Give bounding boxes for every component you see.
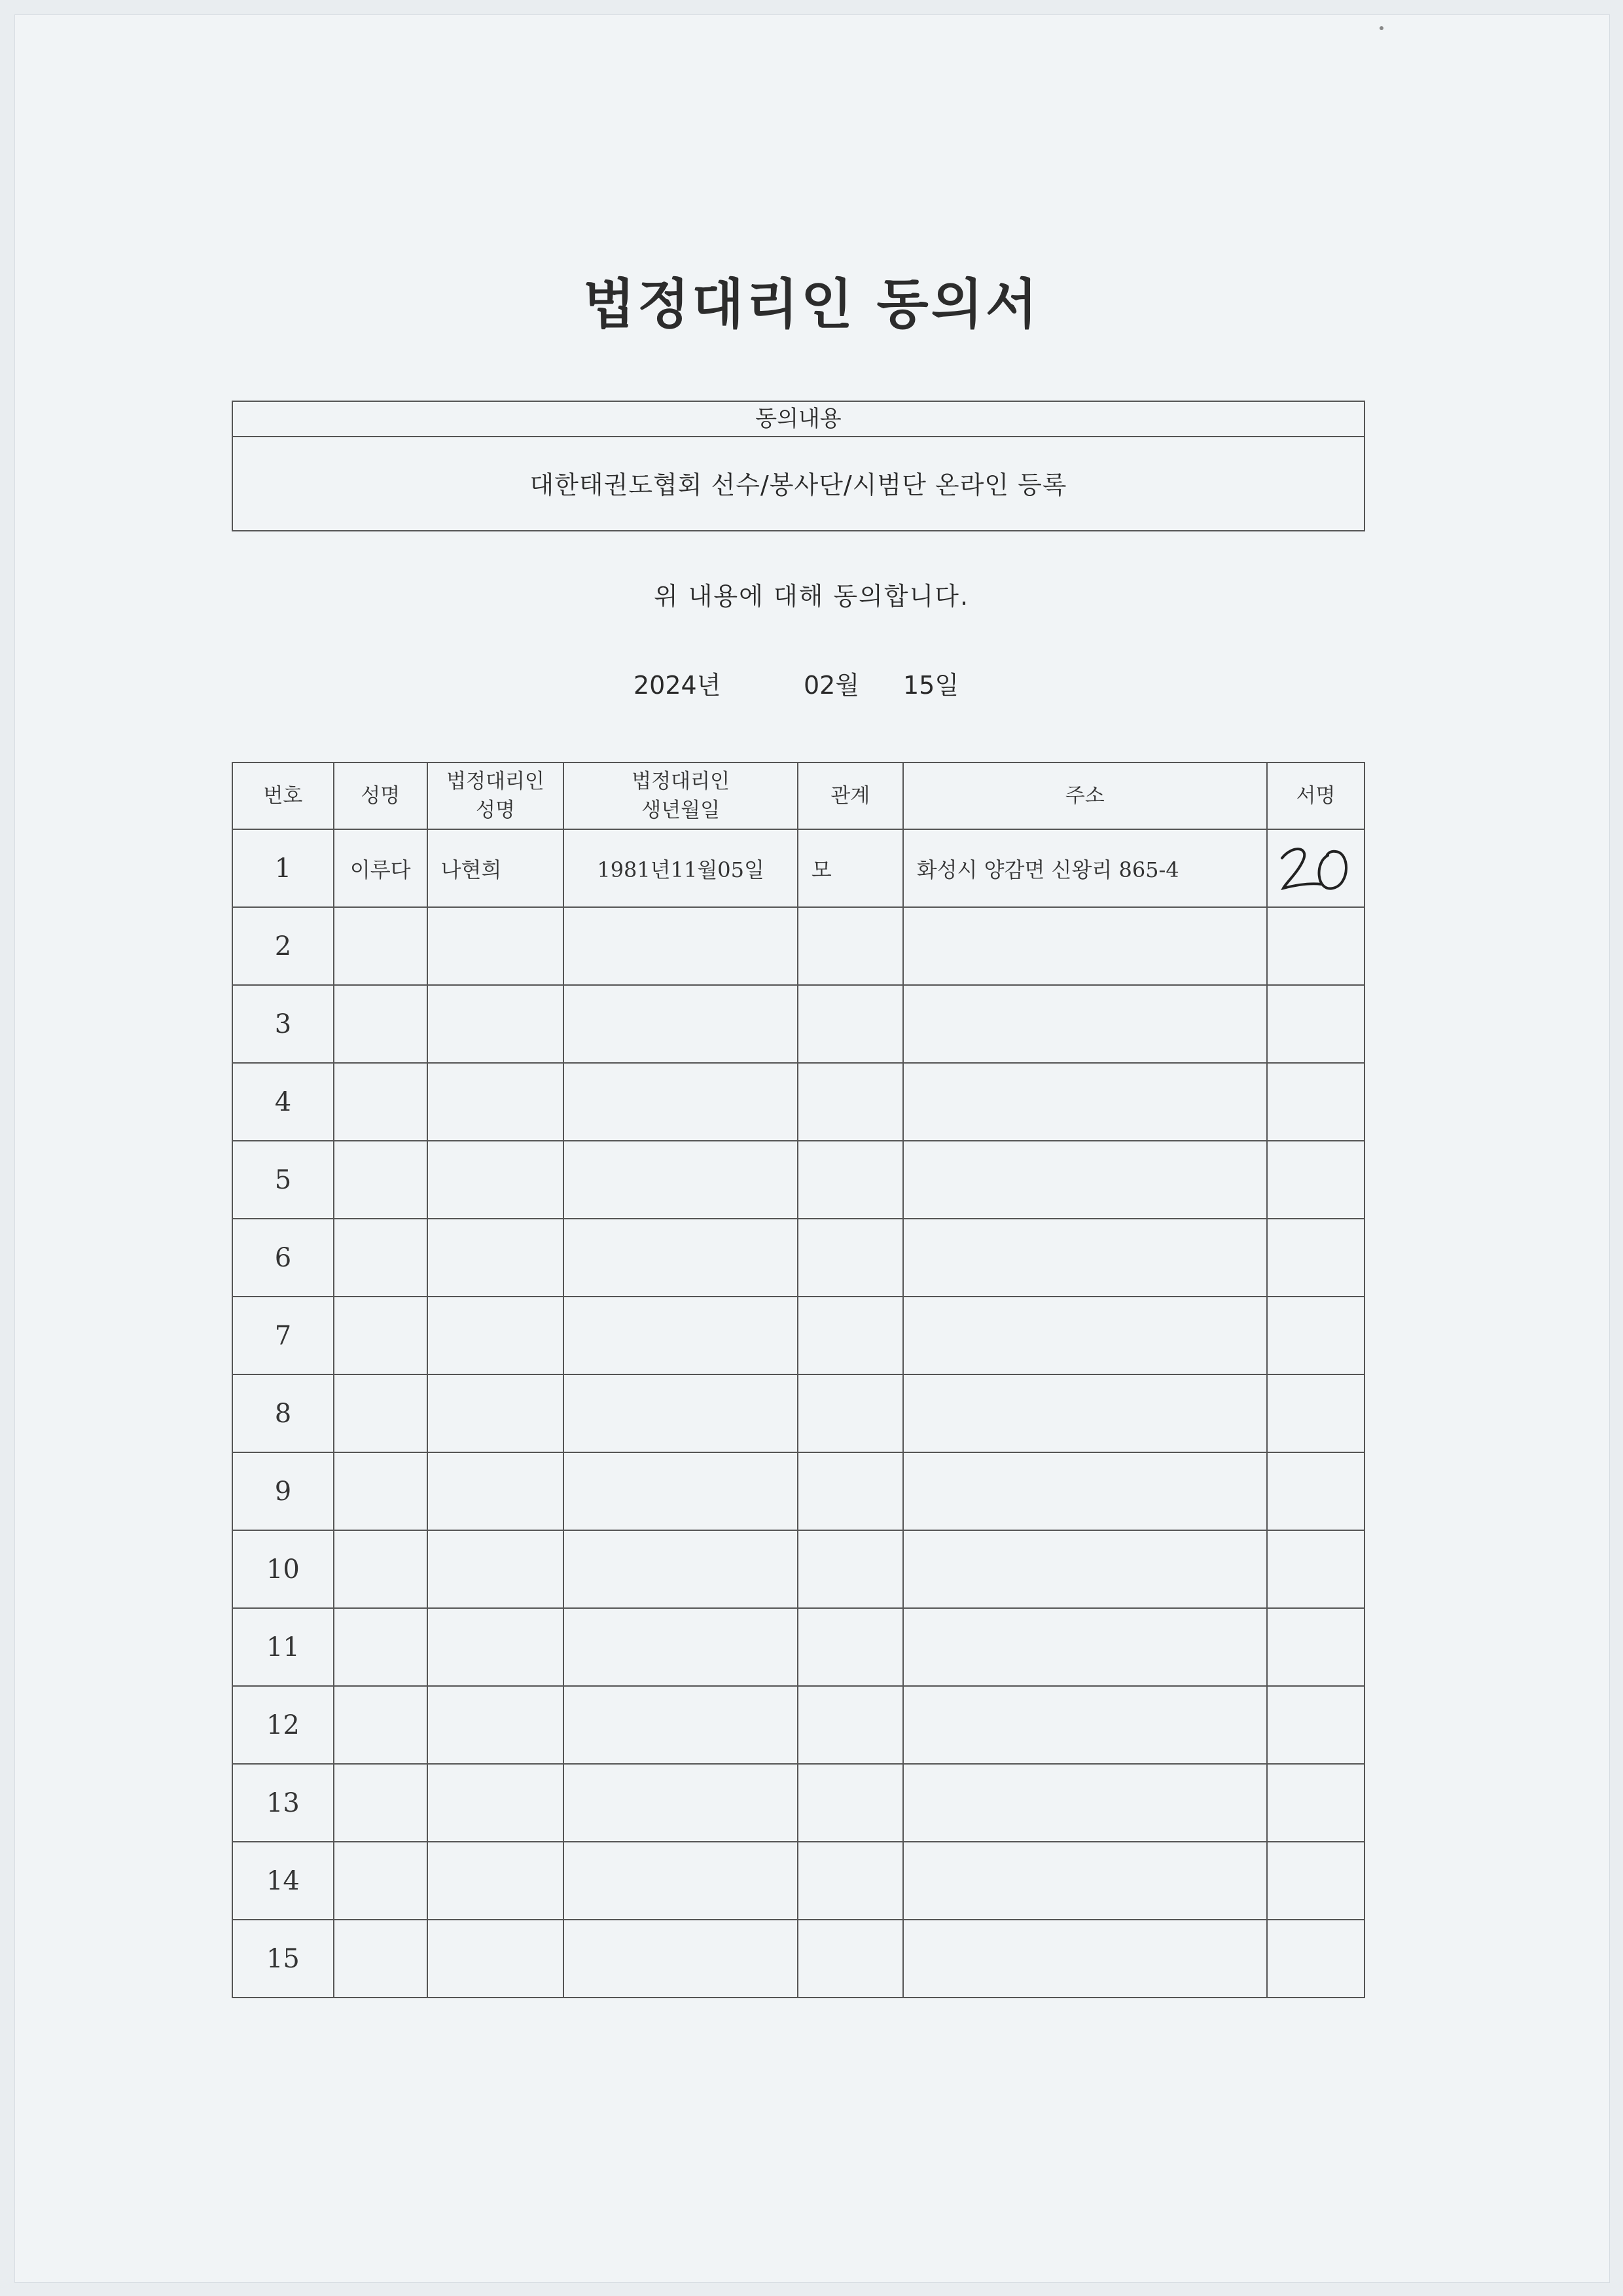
header-no: 번호 bbox=[232, 762, 334, 829]
table-row bbox=[232, 1764, 1364, 1842]
cell-guardian-birth bbox=[563, 1297, 798, 1374]
cell-guardian-birth bbox=[563, 1063, 798, 1141]
cell-address bbox=[903, 985, 1267, 1063]
cell-name bbox=[334, 1686, 427, 1764]
cell-no: 9 bbox=[232, 1452, 334, 1530]
cell-signature bbox=[1267, 829, 1364, 907]
header-guardian-name bbox=[427, 762, 564, 829]
cell-guardian-name bbox=[427, 1608, 564, 1686]
cell-address bbox=[903, 907, 1267, 985]
cell-relation bbox=[798, 1530, 903, 1608]
cell-guardian-name bbox=[427, 1764, 564, 1842]
cell-guardian-name bbox=[427, 1452, 564, 1530]
cell-name bbox=[334, 1141, 427, 1219]
cell-no: 13 bbox=[232, 1764, 334, 1842]
cell-address bbox=[903, 1686, 1267, 1764]
table-row bbox=[232, 1608, 1364, 1686]
cell-signature bbox=[1267, 1842, 1364, 1920]
cell-guardian-birth bbox=[563, 1530, 798, 1608]
header-relation: 관계 bbox=[798, 762, 903, 829]
cell-guardian-birth bbox=[563, 985, 798, 1063]
cell-no: 2 bbox=[232, 907, 334, 985]
cell-guardian-name bbox=[427, 1141, 564, 1219]
consent-header: 동의내용 bbox=[233, 402, 1364, 437]
header-name: 성명 bbox=[334, 762, 427, 829]
cell-name bbox=[334, 1842, 427, 1920]
cell-signature bbox=[1267, 985, 1364, 1063]
cell-guardian-name bbox=[427, 1686, 564, 1764]
cell-address bbox=[903, 1920, 1267, 1998]
cell-signature bbox=[1267, 1219, 1364, 1297]
cell-signature bbox=[1267, 1452, 1364, 1530]
scan-speck bbox=[1380, 26, 1383, 30]
cell-relation bbox=[798, 1764, 903, 1842]
cell-address: 화성시 양감면 신왕리 865-4 bbox=[903, 829, 1267, 907]
cell-no: 1 bbox=[232, 829, 334, 907]
cell-relation bbox=[798, 1452, 903, 1530]
cell-no: 11 bbox=[232, 1608, 334, 1686]
cell-signature bbox=[1267, 1297, 1364, 1374]
agreement-statement: 위 내용에 대해 동의합니다. bbox=[653, 582, 970, 611]
consent-box bbox=[232, 401, 1365, 531]
cell-no: 7 bbox=[232, 1297, 334, 1374]
cell-name bbox=[334, 1374, 427, 1452]
header-guardian-name-line2: 성명 bbox=[476, 798, 515, 822]
cell-name bbox=[334, 985, 427, 1063]
cell-relation bbox=[798, 1297, 903, 1374]
cell-relation bbox=[798, 1141, 903, 1219]
guardian-table bbox=[232, 762, 1365, 1998]
cell-guardian-name bbox=[427, 1219, 564, 1297]
cell-guardian-name bbox=[427, 1374, 564, 1452]
date-day: 15일 bbox=[903, 671, 959, 700]
header-guardian-birth bbox=[563, 762, 798, 829]
cell-guardian-birth: 1981년11월05일 bbox=[563, 829, 798, 907]
cell-guardian-name bbox=[427, 985, 564, 1063]
header-address: 주소 bbox=[903, 762, 1267, 829]
cell-address bbox=[903, 1452, 1267, 1530]
cell-guardian-name: 나현희 bbox=[427, 829, 564, 907]
cell-guardian-birth bbox=[563, 1141, 798, 1219]
cell-relation bbox=[798, 1374, 903, 1452]
header-guardian-birth-line1: 법정대리인 bbox=[632, 770, 730, 793]
table-row bbox=[232, 1686, 1364, 1764]
cell-guardian-name bbox=[427, 1920, 564, 1998]
cell-guardian-birth bbox=[563, 1920, 798, 1998]
table-row bbox=[232, 1141, 1364, 1219]
table-row bbox=[232, 1063, 1364, 1141]
cell-name bbox=[334, 1764, 427, 1842]
cell-signature bbox=[1267, 1141, 1364, 1219]
cell-address bbox=[903, 1764, 1267, 1842]
cell-address bbox=[903, 1374, 1267, 1452]
cell-signature bbox=[1267, 907, 1364, 985]
cell-guardian-birth bbox=[563, 1686, 798, 1764]
cell-guardian-name bbox=[427, 1063, 564, 1141]
cell-signature bbox=[1267, 1530, 1364, 1608]
date-month: 02월 bbox=[804, 671, 860, 700]
cell-no: 3 bbox=[232, 985, 334, 1063]
cell-relation bbox=[798, 1608, 903, 1686]
cell-name bbox=[334, 1920, 427, 1998]
cell-signature bbox=[1267, 1686, 1364, 1764]
cell-guardian-birth bbox=[563, 1219, 798, 1297]
signature-scribble bbox=[1273, 836, 1358, 901]
table-row bbox=[232, 907, 1364, 985]
cell-address bbox=[903, 1608, 1267, 1686]
cell-signature bbox=[1267, 1764, 1364, 1842]
table-row bbox=[232, 1219, 1364, 1297]
cell-signature bbox=[1267, 1374, 1364, 1452]
cell-name: 이루다 bbox=[334, 829, 427, 907]
cell-no: 5 bbox=[232, 1141, 334, 1219]
cell-signature bbox=[1267, 1920, 1364, 1998]
cell-address bbox=[903, 1141, 1267, 1219]
cell-no: 12 bbox=[232, 1686, 334, 1764]
cell-name bbox=[334, 907, 427, 985]
cell-relation bbox=[798, 1063, 903, 1141]
cell-no: 6 bbox=[232, 1219, 334, 1297]
table-header-row bbox=[232, 762, 1364, 829]
cell-relation bbox=[798, 907, 903, 985]
cell-guardian-name bbox=[427, 1530, 564, 1608]
cell-signature bbox=[1267, 1608, 1364, 1686]
cell-address bbox=[903, 1063, 1267, 1141]
cell-guardian-birth bbox=[563, 907, 798, 985]
cell-guardian-birth bbox=[563, 1764, 798, 1842]
table-row bbox=[232, 1297, 1364, 1374]
table-row bbox=[232, 1452, 1364, 1530]
cell-name bbox=[334, 1452, 427, 1530]
cell-address bbox=[903, 1297, 1267, 1374]
cell-guardian-name bbox=[427, 1297, 564, 1374]
date-year: 2024년 bbox=[633, 671, 721, 700]
cell-relation: 모 bbox=[798, 829, 903, 907]
header-guardian-name-line1: 법정대리인 bbox=[446, 770, 544, 793]
cell-name bbox=[334, 1063, 427, 1141]
table-row bbox=[232, 1530, 1364, 1608]
cell-name bbox=[334, 1530, 427, 1608]
cell-no: 4 bbox=[232, 1063, 334, 1141]
cell-signature bbox=[1267, 1063, 1364, 1141]
cell-relation bbox=[798, 1686, 903, 1764]
cell-name bbox=[334, 1297, 427, 1374]
table-row bbox=[232, 1920, 1364, 1998]
cell-no: 15 bbox=[232, 1920, 334, 1998]
cell-address bbox=[903, 1219, 1267, 1297]
cell-guardian-name bbox=[427, 1842, 564, 1920]
header-signature: 서명 bbox=[1267, 762, 1364, 829]
cell-no: 14 bbox=[232, 1842, 334, 1920]
cell-name bbox=[334, 1219, 427, 1297]
cell-no: 8 bbox=[232, 1374, 334, 1452]
table-row bbox=[232, 985, 1364, 1063]
table-row bbox=[232, 1842, 1364, 1920]
cell-name bbox=[334, 1608, 427, 1686]
cell-relation bbox=[798, 1219, 903, 1297]
cell-relation bbox=[798, 1920, 903, 1998]
table-row bbox=[232, 829, 1364, 907]
cell-address bbox=[903, 1842, 1267, 1920]
cell-guardian-birth bbox=[563, 1842, 798, 1920]
document-title: 법정대리인 동의서 bbox=[582, 274, 1041, 336]
table-row bbox=[232, 1374, 1364, 1452]
cell-address bbox=[903, 1530, 1267, 1608]
cell-relation bbox=[798, 1842, 903, 1920]
cell-no: 10 bbox=[232, 1530, 334, 1608]
cell-guardian-name bbox=[427, 907, 564, 985]
cell-guardian-birth bbox=[563, 1374, 798, 1452]
cell-guardian-birth bbox=[563, 1608, 798, 1686]
cell-relation bbox=[798, 985, 903, 1063]
consent-body: 대한태권도협회 선수/봉사단/시범단 온라인 등록 bbox=[529, 471, 1067, 499]
header-guardian-birth-line2: 생년월일 bbox=[641, 798, 721, 822]
cell-guardian-birth bbox=[563, 1452, 798, 1530]
